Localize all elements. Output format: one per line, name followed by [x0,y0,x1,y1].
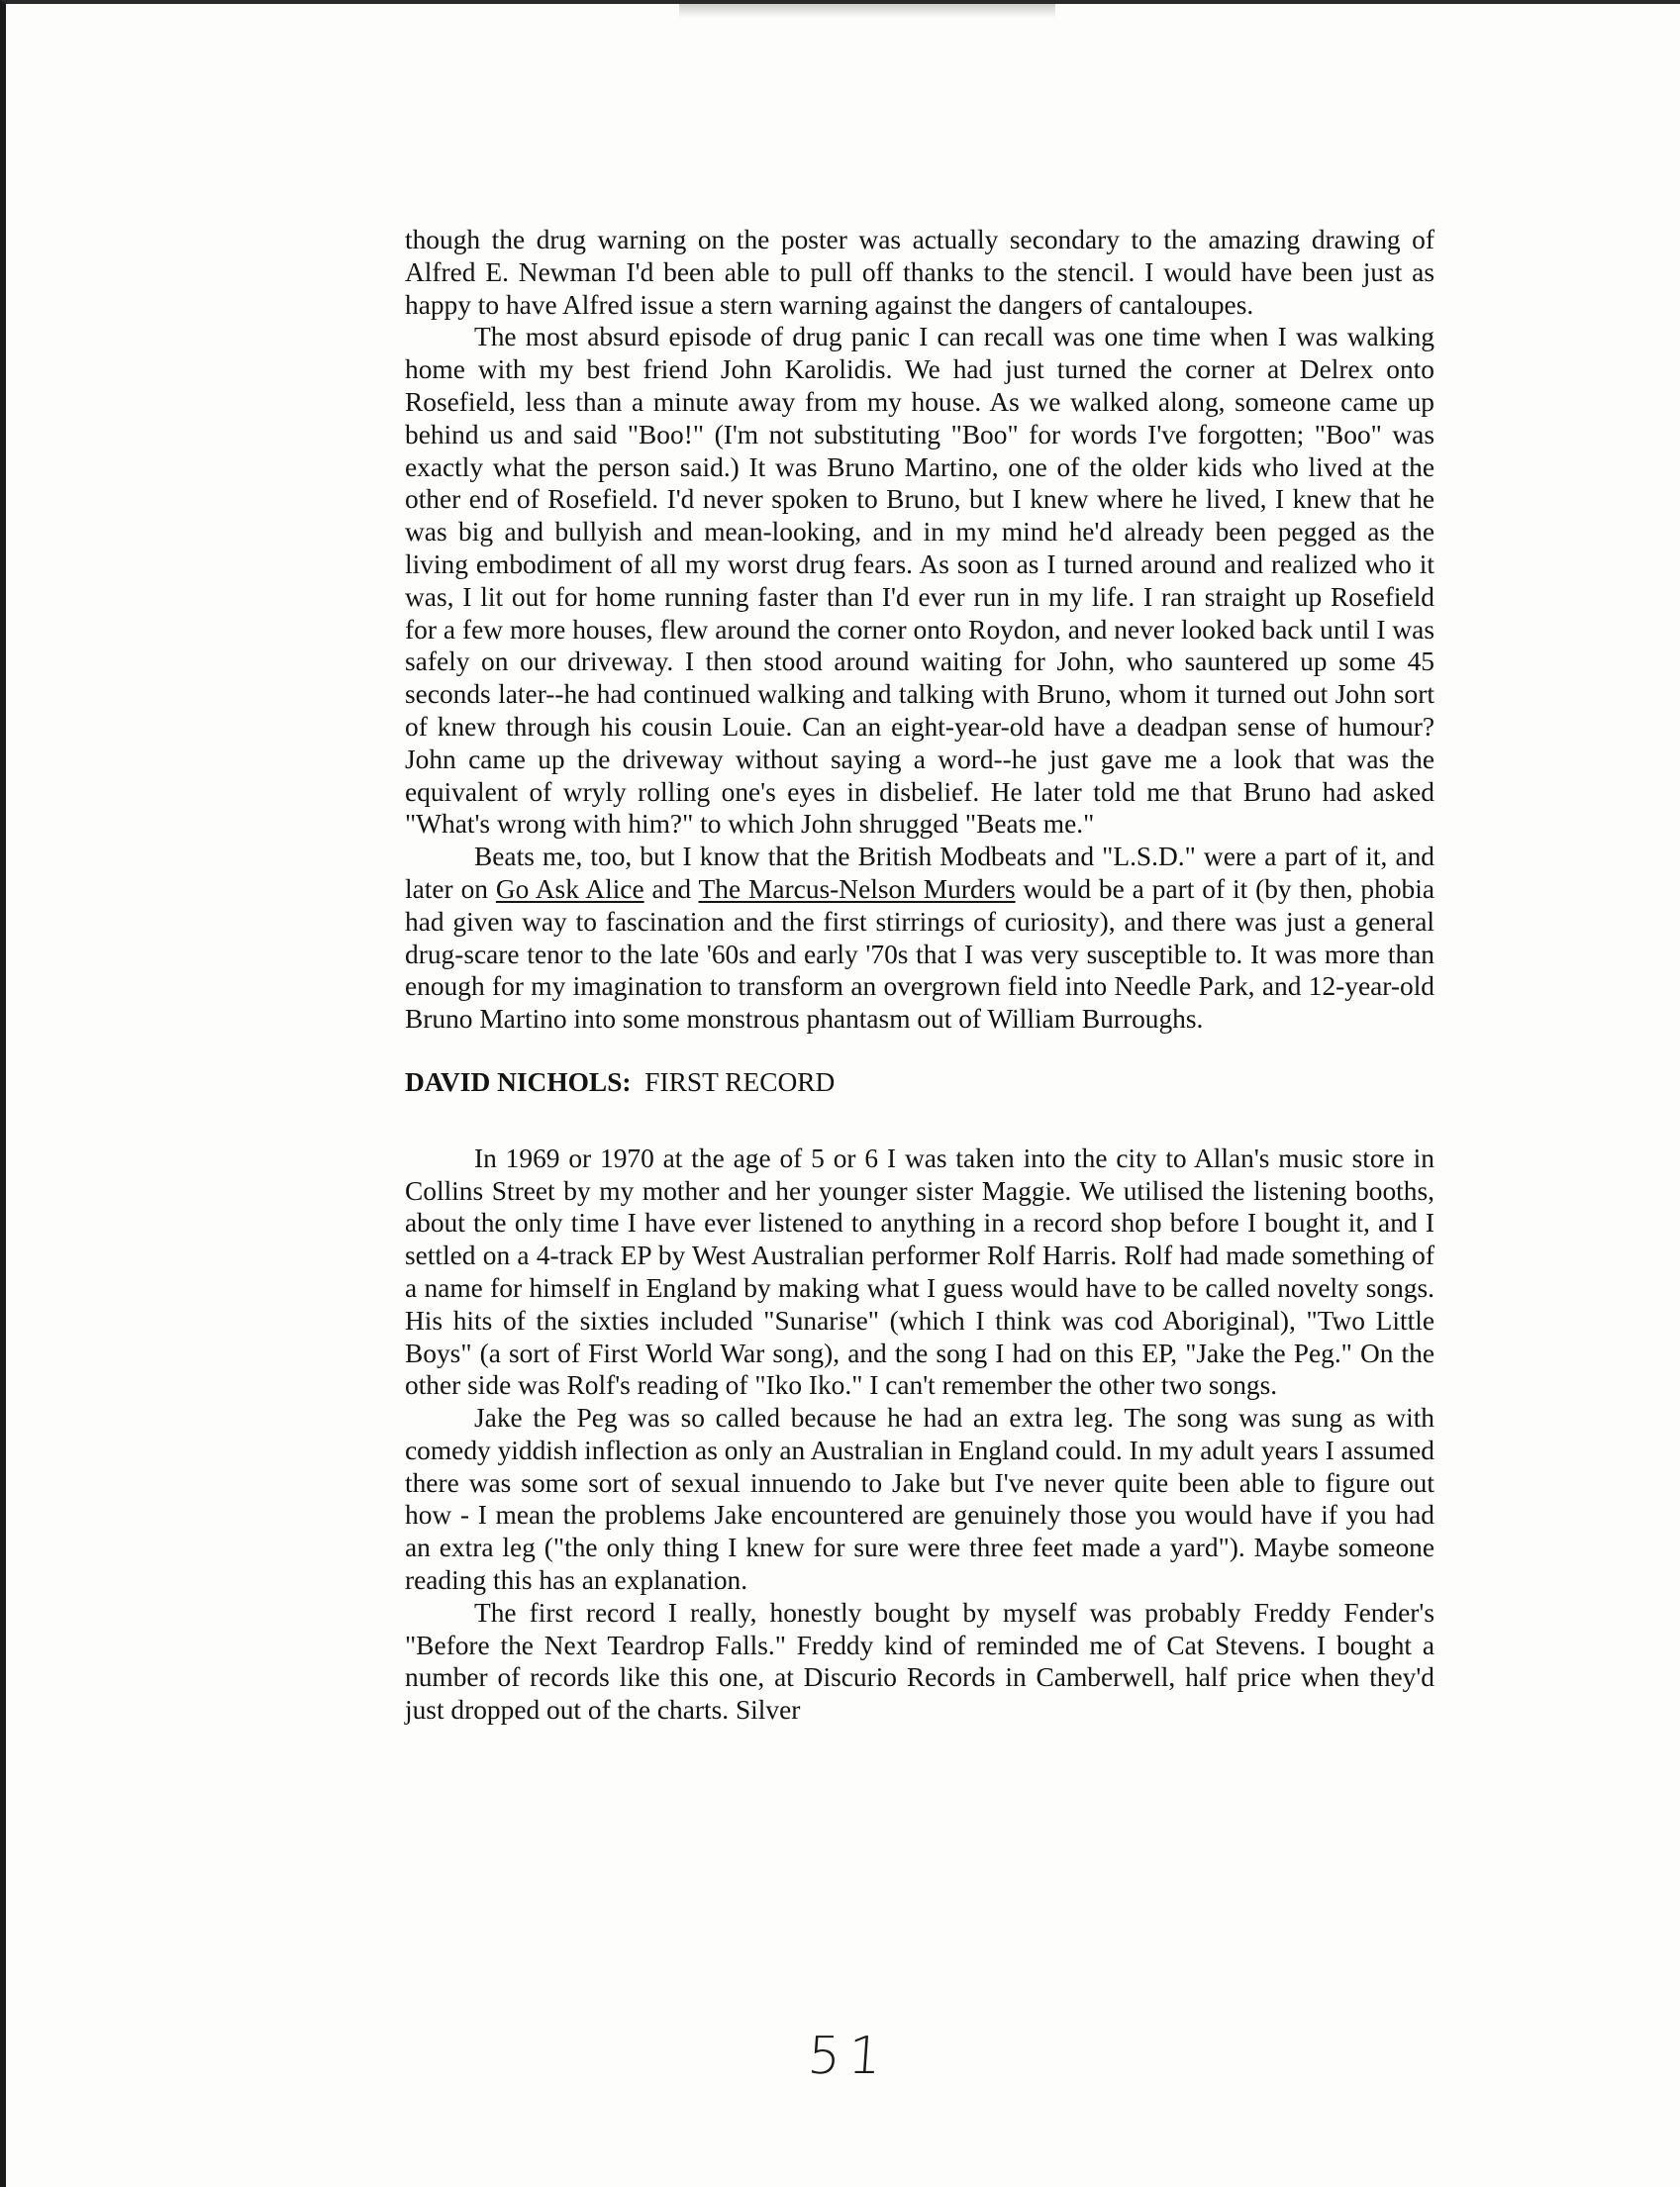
section-title: FIRST RECORD [644,1066,836,1097]
film-title-marcus-nelson-murders: The Marcus-Nelson Murders [698,873,1016,904]
freddy-fender-paragraph: The first record I really, honestly bought by myself was probably Freddy Fender's "Before the Next Teardrop Falls." Freddy kind of reminded me of Cat Stevens. I bought a number of records like this one, at Discurio Records in Camberwell, half price when they'd just dropped out of the charts. Silver [405,1597,1434,1726]
book-title-go-ask-alice: Go Ask Alice [495,873,644,904]
text-column [405,224,1434,1727]
continued-paragraph: though the drug warning on the poster was actually secondary to the amazing drawing of Alfred E. Newman I'd been able to pull off thanks to the stencil. I would have been just as happy to have Alfred issue a stern warning against the dangers of cantaloupes. [405,225,1434,320]
jake-the-peg-paragraph: Jake the Peg was so called because he had an extra leg. The song was sung as with comedy yiddish inflection as only an Australian in England could. In my adult years I assumed there was some sort of sexual innuendo to Jake but I've never quite been able to figure out how - I mean the problems Jake encountered are genuinely those you would have if you had an extra leg ("the only thing I knew for sure were three feet made a yard"). Maybe someone reading this has an explanation. [405,1403,1434,1596]
section-heading [405,1066,1434,1099]
paragraph-text: would be a part of it (by then, phobia had given way to fascination and the first stirrings of curiosity), and there was just a general drug-scare tenor to the late '60s and early '70s that I was very susceptible to. It was more than enough for my imagination to transform an overgrown field into Needle Park, and 12-year-old Bruno Martino into some monstrous phantasm out of William Burroughs. [405,873,1434,1035]
page-number: 51 [805,2027,892,2086]
beats-me-paragraph [405,841,1434,1036]
scan-smudge [679,4,1055,18]
drug-panic-paragraph: The most absurd episode of drug panic I can recall was one time when I was walking home with my best friend John Karolidis. We had just turned the corner at Delrex onto Rosefield, less than a minute away from my house. As we walked along, someone came up behind us and said "Boo!" (I'm not substituting "Boo" for words I've forgotten; "Boo" was exactly what the person said.) It was Bruno Martino, one of the older kids who lived at the other end of Rosefield. I'd never spoken to Bruno, but I knew where he lived, I knew that he was big and bullyish and mean-looking, and in my mind he'd already been pegged as the living embodiment of all my worst drug fears. As soon as I turned around and realized who it was, I lit out for home running faster than I'd ever run in my life. I ran straight up Rosefield for a few more houses, flew around the corner onto Roydon, and never looked back until I was safely on our driveway. I then stood around waiting for John, who sauntered up some 45 seconds later--he had continued walking and talking with Bruno, whom it turned out John sort of knew through his cousin Louie. Can an eight-year-old have a deadpan sense of humour? John came up the driveway without saying a word--he just gave me a look that was the equivalent of wryly rolling one's eyes in disbelief. He later told me that Bruno had asked "What's wrong with him?" to which John shrugged "Beats me." [405,322,1434,840]
first-record-paragraph: In 1969 or 1970 at the age of 5 or 6 I was taken into the city to Allan's music store in Collins Street by my mother and her younger sister Maggie. We utilised the listening booths, about the only time I have ever listened to anything in a record shop before I bought it, and I settled on a 4-track EP by West Australian performer Rolf Harris. Rolf had made something of a name for himself in England by making what I guess would have to be called novelty songs. His hits of the sixties included "Sunarise" (which I think was cod Aboriginal), "Two Little Boys" (a sort of First World War song), and the song I had on this EP, "Jake the Peg." On the other side was Rolf's reading of "Iko Iko." I can't remember the other two songs. [405,1143,1434,1401]
paragraph-text: Beats me, too, but I know that the British Modbeats and "L.S.D." were a part of it, and later on [405,842,1434,904]
paragraph-text: and [651,873,692,904]
section-author: DAVID NICHOLS: [405,1066,632,1097]
